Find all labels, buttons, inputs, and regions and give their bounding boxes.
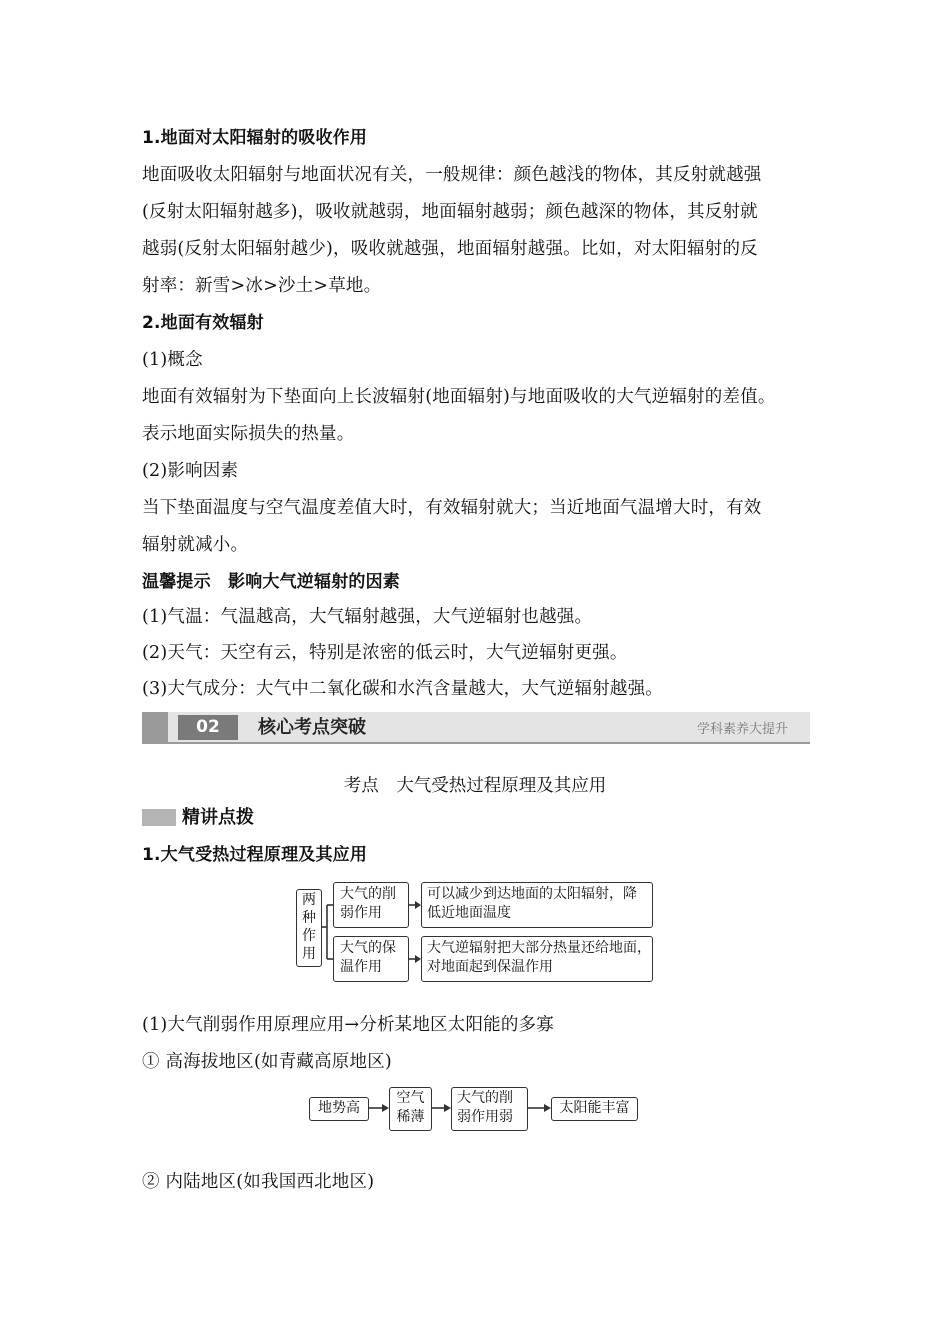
label-line: 弱作用 [340, 905, 382, 921]
subheading-concept: (1)概念 [142, 350, 203, 370]
flow-step-label: 稀薄 [396, 1109, 425, 1125]
tip-item: (3)大气成分：大气中二氧化碳和水汽含量越大，大气逆辐射越强。 [142, 679, 663, 699]
paragraph-line: 当下垫面温度与空气温度差值大时，有效辐射就大；当近地面气温增大时，有效 [142, 498, 762, 518]
paragraph-line: (反射太阳辐射越多)，吸收就越弱，地面辐射越弱；颜色越深的物体，其反射就 [142, 202, 758, 222]
tip-heading: 温馨提示 影响大气逆辐射的因素 [142, 572, 400, 592]
banner-title: 核心考点突破 [258, 717, 366, 738]
flow-step-weak-weakening [451, 1087, 528, 1131]
label-line: 大气的削 [340, 886, 396, 902]
point-heading: 1.大气受热过程原理及其应用 [142, 845, 368, 865]
root-char: 作 [302, 928, 316, 944]
desc-line: 大气逆辐射把大部分热量还给地面， [427, 940, 651, 956]
diagram-root-box [296, 889, 322, 967]
flow-step-label: 大气的削 [457, 1090, 513, 1106]
paragraph-line: 地面吸收太阳辐射与地面状况有关，一般规律：颜色越浅的物体，其反射就越强 [142, 165, 762, 185]
paragraph-line: 越弱(反射太阳辐射越少)，吸收就越强，地面辐射越强。比如，对太阳辐射的反 [142, 239, 758, 259]
root-char: 两 [302, 892, 316, 908]
flow-step-high-terrain [309, 1097, 369, 1121]
topic-title: 考点 大气受热过程原理及其应用 [343, 776, 607, 796]
flow-step-label: 弱作用弱 [457, 1109, 513, 1125]
flow-step-thin-air [389, 1087, 432, 1131]
section-tag-label: 精讲点拨 [182, 807, 254, 828]
section-heading-absorption: 1.地面对太阳辐射的吸收作用 [142, 128, 368, 148]
weakening-description-box [421, 882, 653, 928]
case-heading: ① 高海拔地区(如青藏高原地区) [142, 1052, 392, 1072]
flow-step-label: 地势高 [318, 1100, 360, 1116]
desc-line: 对地面起到保温作用 [427, 959, 553, 975]
tip-item: (2)天气：天空有云，特别是浓密的低云时，大气逆辐射更强。 [142, 643, 628, 663]
paragraph-line: 表示地面实际损失的热量。 [142, 424, 355, 444]
paragraph-line: 辐射就减小。 [142, 535, 249, 555]
flow-step-label: 空气 [396, 1090, 425, 1106]
insulation-description-box [421, 936, 653, 982]
paragraph-line: 射率：新雪>冰>沙土>草地。 [142, 276, 382, 296]
insulation-function-box [333, 936, 409, 982]
banner-subtitle: 学科素养大提升 [696, 722, 788, 737]
weakening-function-box [333, 882, 409, 928]
root-char: 用 [302, 946, 316, 962]
root-char: 种 [302, 910, 316, 926]
banner-number: 02 [178, 715, 238, 740]
paragraph-line: 地面有效辐射为下垫面向上长波辐射(地面辐射)与地面吸收的大气逆辐射的差值。 [142, 387, 776, 407]
label-line: 温作用 [340, 959, 382, 975]
section-heading-effective-radiation: 2.地面有效辐射 [142, 313, 264, 333]
label-line: 大气的保 [340, 940, 396, 956]
desc-line: 可以减少到达地面的太阳辐射，降 [427, 886, 637, 902]
tip-item: (1)气温：气温越高，大气辐射越强，大气逆辐射也越强。 [142, 607, 593, 627]
flow-step-rich-solar [551, 1097, 638, 1121]
application-heading: (1)大气削弱作用原理应用→分析某地区太阳能的多寡 [142, 1015, 554, 1035]
flow-step-label: 太阳能丰富 [559, 1100, 630, 1116]
desc-line: 低近地面温度 [427, 905, 511, 921]
subheading-factors: (2)影响因素 [142, 461, 239, 481]
case-heading: ② 内陆地区(如我国西北地区) [142, 1172, 375, 1192]
